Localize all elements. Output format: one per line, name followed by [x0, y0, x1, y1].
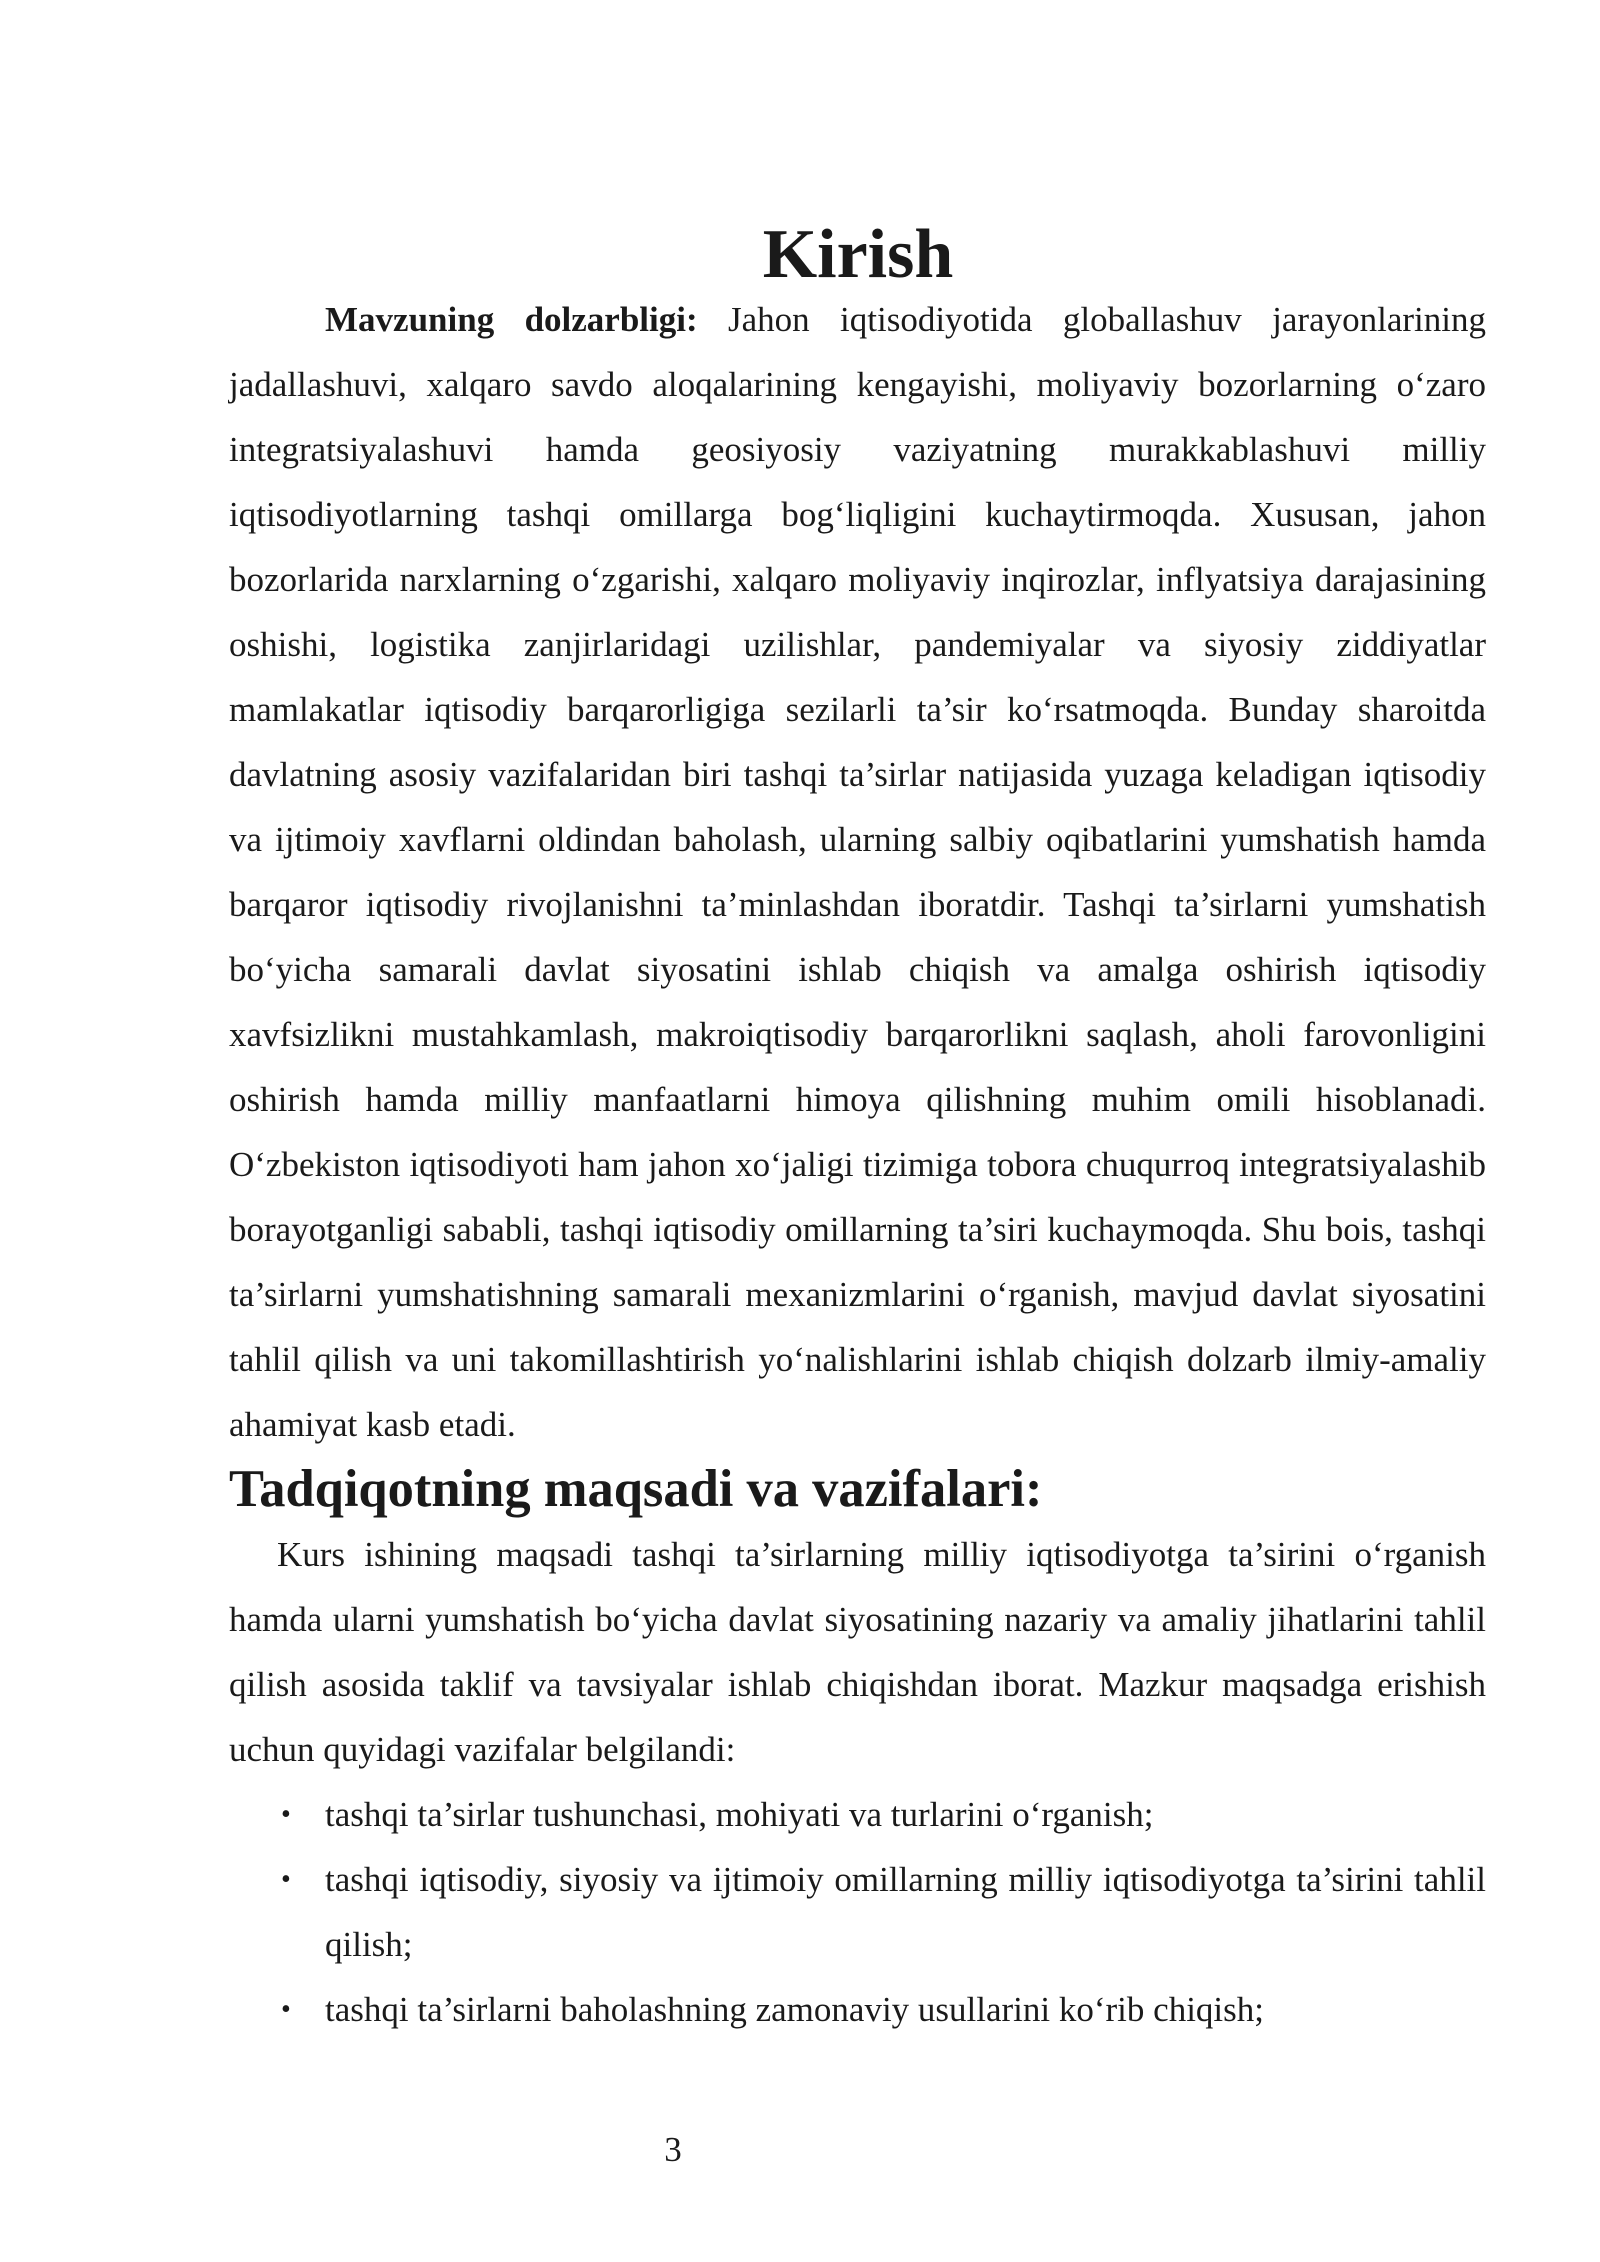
list-item-text: tashqi ta’sirlarni baholashning zamonaviy usullarini ko‘rib chiqish;: [325, 1990, 1264, 2029]
page-title: Kirish: [762, 216, 954, 293]
goals-heading: Tadqiqotning maqsadi va vazifalari:: [229, 1460, 1043, 1518]
list-item-text: tashqi iqtisodiy, siyosiy va ijtimoiy omillarning milliy iqtisodiyotga ta’sirini tahlil qilish;: [325, 1860, 1486, 1964]
bullet-icon: •: [281, 1994, 291, 2025]
list-item: [229, 1977, 1486, 2042]
bullet-icon: •: [281, 1864, 291, 1895]
list-item-text: tashqi ta’sirlar tushunchasi, mohiyati va turlarini o‘rganish;: [325, 1795, 1154, 1834]
list-item: [229, 1782, 1486, 1847]
tasks-list: [229, 1782, 1486, 2042]
relevance-text: Jahon iqtisodiyotida globallashuv jarayonlarining jadallashuvi, xalqaro savdo aloqalarining kengayishi, moliyaviy bozorlarning o‘zaro integratsiyalashuvi hamda geosiyosiy vaziyatning murakkablashuvi milliy iqtisodiyotlarning tashqi omillarga bog‘liqligini kuchaytirmoqda. Xususan, jahon bozorlarida narxlarning o‘zgarishi, xalqaro moliyaviy inqirozlar, inflyatsiya darajasining oshishi, logistika zanjirlaridagi uzilishlar, pandemiyalar va siyosiy ziddiyatlar mamlakatlar iqtisodiy barqarorligiga sezilarli ta’sir ko‘rsatmoqda. Bunday sharoitda davlatning asosiy vazifalaridan biri tashqi ta’sirlar natijasida yuzaga keladigan iqtisodiy va ijtimoiy xavflarni oldindan baholash, ularning salbiy oqibatlarini yumshatish hamda barqaror iqtisodiy rivojlanishni ta’minlashdan iboratdir. Tashqi ta’sirlarni yumshatish bo‘yicha samarali davlat siyosatini ishlab chiqish va amalga oshirish iqtisodiy xavfsizlikni mustahkamlash, makroiqtisodiy barqarorlikni saqlash, aholi farovonligini oshirish hamda milliy manfaatlarni himoya qilishning muhim omili hisoblanadi. O‘zbekiston iqtisodiyoti ham jahon xo‘jaligi tizimiga tobora chuqurroq integratsiyalashib borayotganligi sababli, tashqi iqtisodiy omillarning ta’siri kuchaymoqda. Shu bois, tashqi ta’sirlarni yumshatishning samarali mexanizmlarini o‘rganish, mavjud davlat siyosatini tahlil qilish va uni takomillashtirish yo‘nalishlarini ishlab chiqish dolzarb ilmiy-amaliy ahamiyat kasb etadi.: [229, 300, 1486, 1444]
goals-paragraph: Kurs ishining maqsadi tashqi ta’sirlarning milliy iqtisodiyotga ta’sirini o‘rganish hamda ularni yumshatish bo‘yicha davlat siyosatining nazariy va amaliy jihatlarini tahlil qilish asosida taklif va tavsiyalar ishlab chiqishdan iborat. Mazkur maqsadga erishish uchun quyidagi vazifalar belgilandi:: [229, 1535, 1486, 1769]
bullet-icon: •: [281, 1799, 291, 1830]
document-page: [229, 216, 1486, 2042]
list-item: [229, 1847, 1486, 1977]
relevance-label: Mavzuning dolzarbligi:: [325, 300, 698, 339]
relevance-paragraph: [229, 287, 1486, 1457]
page-number: 3: [664, 2130, 682, 2169]
